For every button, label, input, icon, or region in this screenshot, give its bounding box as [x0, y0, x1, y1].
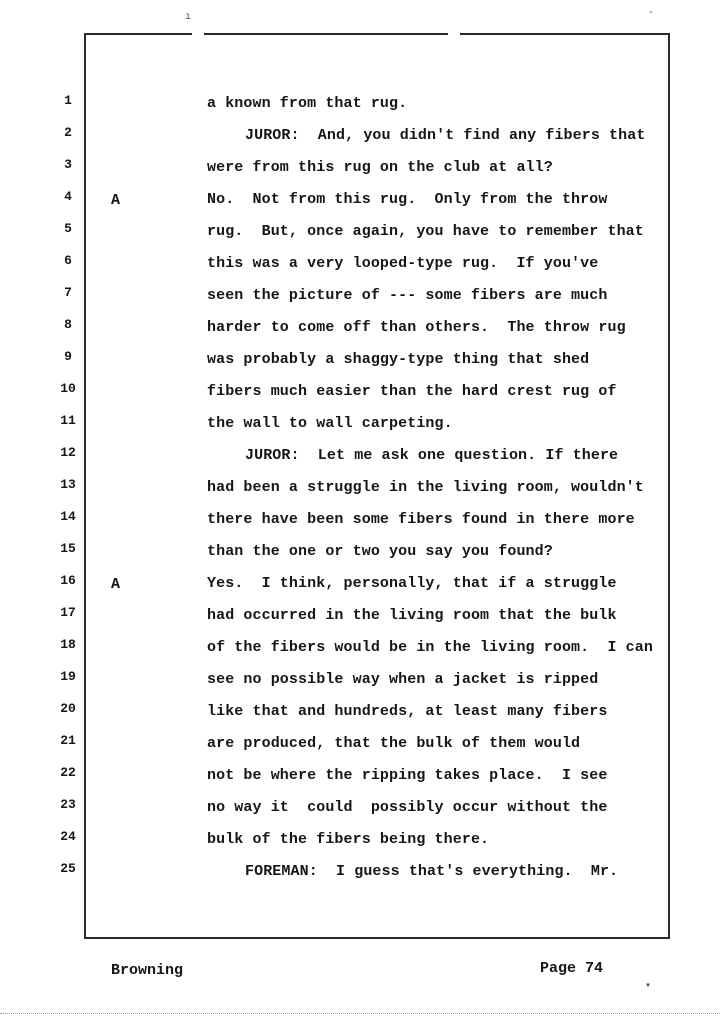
line-number: 7 — [64, 285, 72, 300]
line-number: 8 — [64, 317, 72, 332]
scan-speck: - — [648, 8, 655, 19]
transcript-line: no way it could possibly occur without the — [207, 799, 608, 816]
line-number: 16 — [60, 573, 76, 588]
transcript-line: are produced, that the bulk of them would — [207, 735, 581, 752]
transcript-line: rug. But, once again, you have to remember that — [207, 223, 644, 240]
line-number: 14 — [60, 509, 76, 524]
line-number: 17 — [60, 605, 76, 620]
scan-bottom-edge — [0, 1013, 720, 1016]
transcript-line: No. Not from this rug. Only from the throw — [207, 191, 608, 208]
top-rule-middle — [204, 33, 448, 35]
transcript-line: were from this rug on the club at all? — [207, 159, 553, 176]
line-number: 23 — [60, 797, 76, 812]
line-number: 1 — [64, 93, 72, 108]
top-rule-left — [84, 33, 192, 35]
transcript-line: see no possible way when a jacket is ripped — [207, 671, 599, 688]
page-number: Page 74 — [540, 960, 604, 977]
scan-speck: ı — [185, 12, 192, 23]
line-number: 18 — [60, 637, 76, 652]
line-number: 2 — [64, 125, 72, 140]
transcript-line: bulk of the fibers being there. — [207, 831, 490, 848]
transcript-line: seen the picture of --- some fibers are much — [207, 287, 608, 304]
line-number: 9 — [64, 349, 72, 364]
line-number: 13 — [60, 477, 76, 492]
line-number: 25 — [60, 861, 76, 876]
transcript-line: a known from that rug. — [207, 95, 408, 112]
line-number: 19 — [60, 669, 76, 684]
transcript-line: the wall to wall carpeting. — [207, 415, 453, 432]
line-number: 24 — [60, 829, 76, 844]
transcript-line: was probably a shaggy-type thing that shed — [207, 351, 590, 368]
line-number: 12 — [60, 445, 76, 460]
top-rule-right — [460, 33, 670, 35]
transcript-line: not be where the ripping takes place. I see — [207, 767, 608, 784]
scan-speck: ▾ — [645, 981, 652, 992]
line-number: 22 — [60, 765, 76, 780]
transcript-line: FOREMAN: I guess that's everything. Mr. — [245, 863, 619, 880]
answer-marker: A — [111, 192, 121, 209]
line-number: 15 — [60, 541, 76, 556]
line-number: 4 — [64, 189, 72, 204]
line-number: 11 — [60, 413, 76, 428]
transcript-line: harder to come off than others. The throw rug — [207, 319, 626, 336]
line-number: 21 — [60, 733, 76, 748]
transcript-line: had occurred in the living room that the bulk — [207, 607, 617, 624]
transcript-line: JUROR: Let me ask one question. If there — [245, 447, 619, 464]
transcript-line: had been a struggle in the living room, wouldn't — [207, 479, 644, 496]
line-number: 3 — [64, 157, 72, 172]
answer-marker: A — [111, 576, 121, 593]
witness-name: Browning — [111, 962, 184, 979]
transcript-line: fibers much easier than the hard crest rug of — [207, 383, 617, 400]
line-number: 10 — [60, 381, 76, 396]
transcript-line: Yes. I think, personally, that if a struggle — [207, 575, 617, 592]
transcript-line: JUROR: And, you didn't find any fibers that — [245, 127, 646, 144]
line-number: 20 — [60, 701, 76, 716]
line-number: 6 — [64, 253, 72, 268]
transcript-line: of the fibers would be in the living room. I can — [207, 639, 653, 656]
transcript-line: than the one or two you say you found? — [207, 543, 553, 560]
line-number: 5 — [64, 221, 72, 236]
transcript-line: this was a very looped-type rug. If you've — [207, 255, 599, 272]
transcript-line: there have been some fibers found in there more — [207, 511, 635, 528]
transcript-line: like that and hundreds, at least many fibers — [207, 703, 608, 720]
